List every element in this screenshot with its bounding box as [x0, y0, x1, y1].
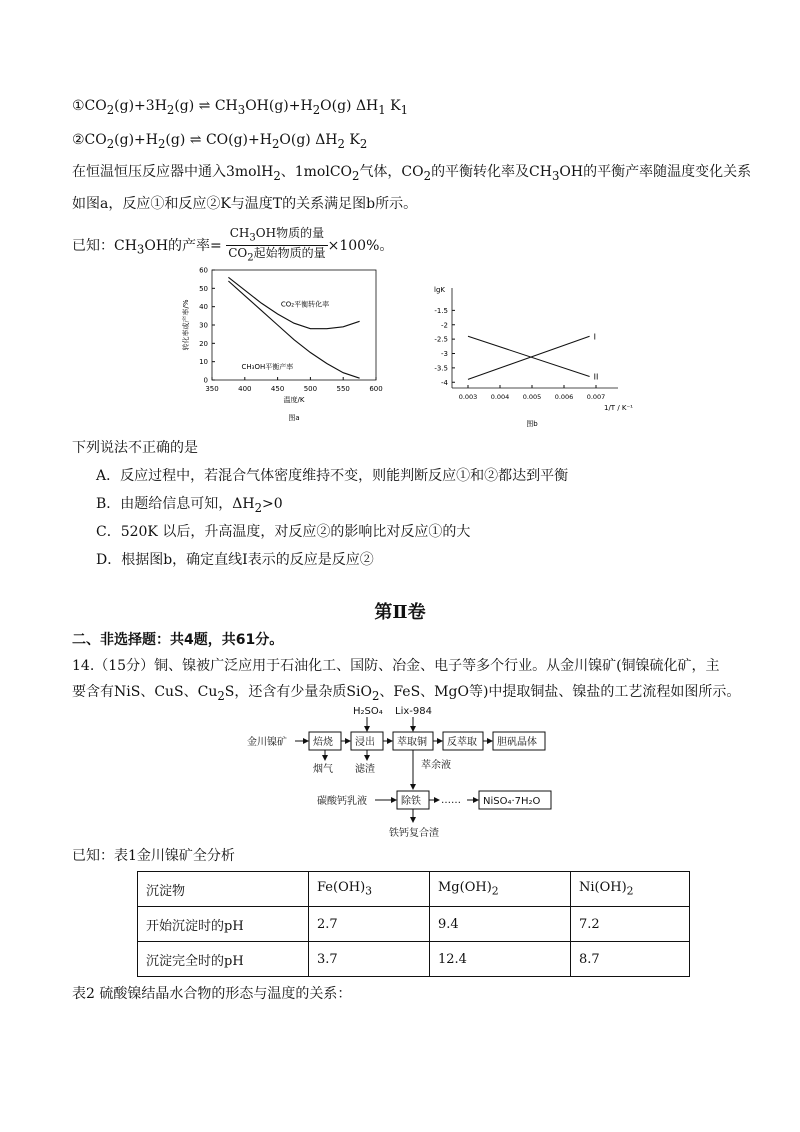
flow-residue: 滤渣 — [355, 764, 375, 775]
flow-ore: 金川镍矿 — [247, 737, 287, 748]
table1-caption: 已知：表1金川镍矿全分析 — [72, 848, 235, 864]
y-tick-label: 30 — [199, 321, 208, 330]
y-tick-label: 50 — [199, 284, 208, 293]
table-1 — [137, 871, 690, 977]
equation-1: $①CO_2(g)+3H_2(g)$ ⇌ $CH_3OH(g)+H_2O(g)$ $\Delta H_1$ $K_1$ — [72, 98, 409, 117]
flow-raffinate: 萃余液 — [421, 760, 451, 771]
table-header-cell: $Fe(OH)_3$ — [309, 872, 430, 907]
table-row — [138, 907, 690, 942]
option-c: C．520K 以后，升高温度，对反应②的影响比对反应①的大 — [96, 524, 471, 540]
process-flowchart — [245, 702, 565, 842]
x-tick-label: 0.006 — [554, 393, 574, 401]
y-tick-label: -2 — [441, 321, 448, 330]
chart-caption: 图b — [526, 420, 538, 428]
series-label-ch3oh: CH₃OH平衡产率 — [241, 363, 294, 371]
equation-2: $②CO_2(g)+H_2(g)$ ⇌ $CO(g)+H_2O(g)$ $\Delta H_2$ $K_2$ — [72, 132, 368, 151]
part-heading: 二、非选择题：共4题，共61分。 — [72, 632, 284, 648]
table-cell: 12.4 — [430, 942, 571, 977]
option-b: B．由题给信息可知，$\Delta H_2>0$ — [96, 496, 283, 515]
flow-smoke: 烟气 — [313, 764, 333, 775]
x-tick-label: 400 — [238, 385, 252, 393]
y-axis-label: 转化率或产率/% — [182, 299, 190, 351]
paragraph-1: 在恒温恒压反应器中通入3molH$_2$、1molCO$_2$气体，$CO_2$的平衡转化率及$CH_3OH$的平衡产率随温度变化关系 — [72, 164, 752, 183]
table-header-row — [138, 872, 690, 907]
flow-extract: 萃取铜 — [397, 737, 427, 748]
series-label-co2: CO₂平衡转化率 — [280, 300, 330, 309]
x-tick-label: 0.005 — [522, 393, 542, 401]
x-axis-label: 温度/K — [283, 396, 305, 404]
flow-leach: 浸出 — [355, 737, 375, 748]
flow-lime: 碳酸钙乳液 — [317, 796, 367, 807]
y-tick-label: 60 — [199, 266, 208, 275]
chart-caption: 图a — [288, 414, 300, 422]
y-tick-label: -2.5 — [434, 335, 448, 344]
yield-fraction: $\frac{CH_3OH物质的量}{CO_2起始物质的量}$ — [228, 226, 326, 264]
x-tick-label: 500 — [303, 385, 318, 393]
flow-product-cu: 胆矾晶体 — [497, 737, 537, 748]
y-axis-label: lgK — [434, 286, 445, 294]
y-tick-label: 10 — [199, 358, 208, 367]
table-header-cell: $Ni(OH)_2$ — [571, 872, 690, 907]
y-tick-label: 40 — [199, 303, 208, 312]
x-tick-label: 0.003 — [458, 393, 478, 401]
table-cell: 8.7 — [571, 942, 690, 977]
plot-frame — [212, 270, 376, 380]
flow-dots: …… — [441, 795, 461, 806]
yield-definition: 已知：$CH_3OH$的产率= $\frac{CH_3OH物质的量}{CO_2起始物质的量}$ ×100%。 — [72, 226, 394, 264]
flow-fe-ca: 铁钙复合渣 — [389, 828, 439, 839]
x-tick-label: 350 — [205, 385, 219, 393]
series-label-2: II — [593, 372, 599, 382]
table-row — [138, 942, 690, 977]
chart-a — [178, 262, 388, 432]
paragraph-2: 如图a，反应①和反应②K与温度T的关系满足图b所示。 — [72, 196, 418, 212]
y-tick-label: -3.5 — [434, 364, 448, 373]
question-stem: 下列说法不正确的是 — [72, 440, 198, 456]
flow-remove-fe: 除铁 — [401, 796, 421, 807]
chart-b — [420, 282, 633, 428]
q14-line-1: 14.（15分）铜、镍被广泛应用于石油化工、国防、冶金、电子等多个行业。从金川镍矿(铜镍硫化矿，主 — [72, 658, 720, 674]
table2-caption: 表2 硫酸镍结晶水合物的形态与温度的关系： — [72, 986, 352, 1002]
table-cell: 7.2 — [571, 907, 690, 942]
flow-roast: 焙烧 — [313, 737, 333, 748]
section-title: 第Ⅱ卷 — [374, 602, 426, 623]
table-cell: 开始沉淀时的pH — [138, 907, 309, 942]
flow-h2so4: H₂SO₄ — [353, 706, 383, 717]
series-label-1: I — [593, 332, 596, 342]
table-header-cell: 沉淀物 — [138, 872, 309, 907]
x-tick-label: 450 — [270, 385, 285, 393]
option-d: D．根据图b，确定直线Ⅰ表示的反应是反应② — [96, 552, 374, 568]
table-header-cell: $Mg(OH)_2$ — [430, 872, 571, 907]
x-tick-label: 0.004 — [490, 393, 510, 401]
y-tick-label: 0 — [203, 376, 208, 385]
y-tick-label: -3 — [441, 350, 448, 358]
q14-line-2: 要含有NiS、CuS、$Cu_2S$，还含有少量杂质SiO$_2$、FeS、MgO等)中提取铜盐、镍盐的工艺流程如图所示。 — [72, 684, 741, 703]
table-cell: 2.7 — [309, 907, 430, 942]
table-cell: 9.4 — [430, 907, 571, 942]
flow-lix: Lix-984 — [395, 706, 432, 717]
option-a: A．反应过程中，若混合气体密度维持不变，则能判断反应①和②都达到平衡 — [96, 468, 569, 484]
table-cell: 3.7 — [309, 942, 430, 977]
table-cell: 沉淀完全时的pH — [138, 942, 309, 977]
x-tick-label: 550 — [336, 385, 350, 393]
x-axis-label: 1/T / K⁻¹ — [604, 404, 633, 412]
y-tick-label: 20 — [199, 339, 208, 348]
x-tick-label: 600 — [369, 385, 383, 393]
x-tick-label: 0.007 — [586, 393, 606, 401]
y-tick-label: -1.5 — [434, 306, 448, 315]
flow-strip: 反萃取 — [447, 737, 477, 748]
flow-product-ni: NiSO₄·7H₂O — [483, 796, 541, 807]
y-tick-label: -4 — [441, 378, 448, 387]
